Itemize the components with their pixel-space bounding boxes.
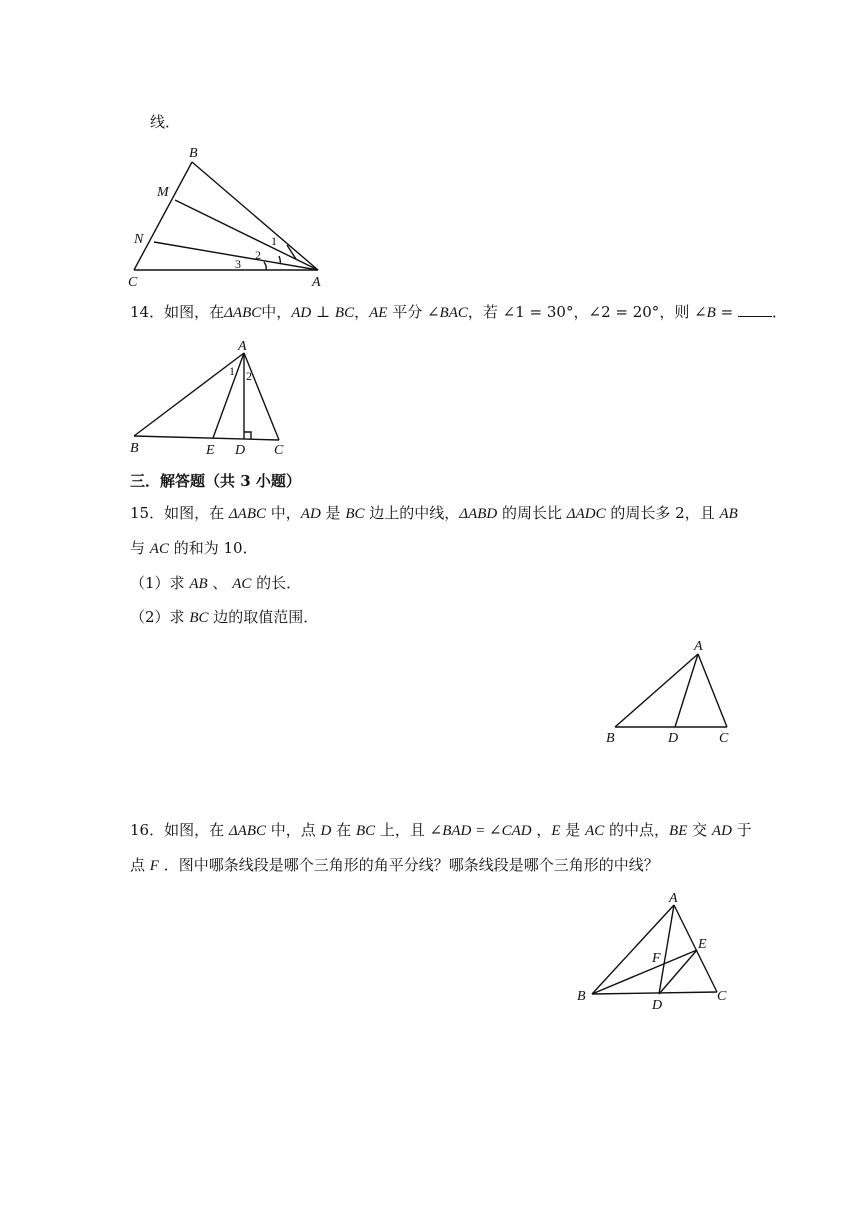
angle-label-1: 1 [229, 364, 235, 378]
label-B: B [189, 146, 198, 161]
prev-question-tail: 线． [150, 113, 181, 131]
segment-AC [674, 905, 717, 992]
question-16-line-2: 点 F ．图中哪条线段是哪个三角形的角平分线？哪条线段是哪个三角形的中线？ [130, 856, 659, 874]
angle-label-2: 2 [255, 248, 261, 262]
label-B: B [130, 441, 139, 456]
label-B: B [577, 989, 586, 1004]
label-A: A [312, 275, 321, 290]
label-B: B [606, 731, 615, 746]
label-C: C [717, 989, 727, 1004]
label-E: E [698, 937, 707, 952]
label-C: C [274, 443, 284, 458]
label-D: D [235, 443, 246, 458]
angle-label-1: 1 [271, 234, 277, 248]
angle-label-2: 2 [246, 369, 252, 383]
label-D: D [652, 998, 663, 1013]
label-D: D [668, 731, 679, 746]
question-14: 14．如图，在ΔABC中，AD ⊥ BC，AE 平分 ∠BAC，若 ∠1 = 30°，∠2 = 20°，则 ∠B = ． [130, 303, 787, 321]
question-16-line-1: 16．如图，在 ΔABC 中，点 D 在 BC 上，且 ∠BAD = ∠CAD ，E 是 AC 的中点，BE 交 AD 于 [130, 821, 752, 839]
section-heading: 三．解答题（共 3 小题） [130, 472, 301, 490]
label-N: N [134, 232, 144, 247]
segment-BC [592, 992, 717, 994]
label-E: E [206, 443, 215, 458]
segment-BE [592, 950, 697, 994]
label-A: A [669, 891, 678, 906]
label-A: A [694, 639, 703, 654]
question-15-line-2: 与 AC 的和为 10． [130, 539, 258, 557]
label-C: C [128, 275, 138, 290]
angle-label-3: 3 [235, 257, 241, 271]
question-15-part-2: （2）求 BC 边的取值范围． [130, 608, 319, 626]
question-15-line-1: 15．如图，在 ΔABC 中，AD 是 BC 边上的中线，ΔABD 的周长比 ΔADC 的周长多 2，且 AB [130, 504, 738, 522]
label-M: M [157, 185, 169, 200]
q14-number: 14． [130, 303, 165, 321]
label-F: F [652, 951, 661, 966]
label-A: A [238, 339, 247, 354]
question-15-part-1: （1）求 AB 、 AC 的长． [130, 574, 302, 592]
label-C: C [719, 731, 729, 746]
